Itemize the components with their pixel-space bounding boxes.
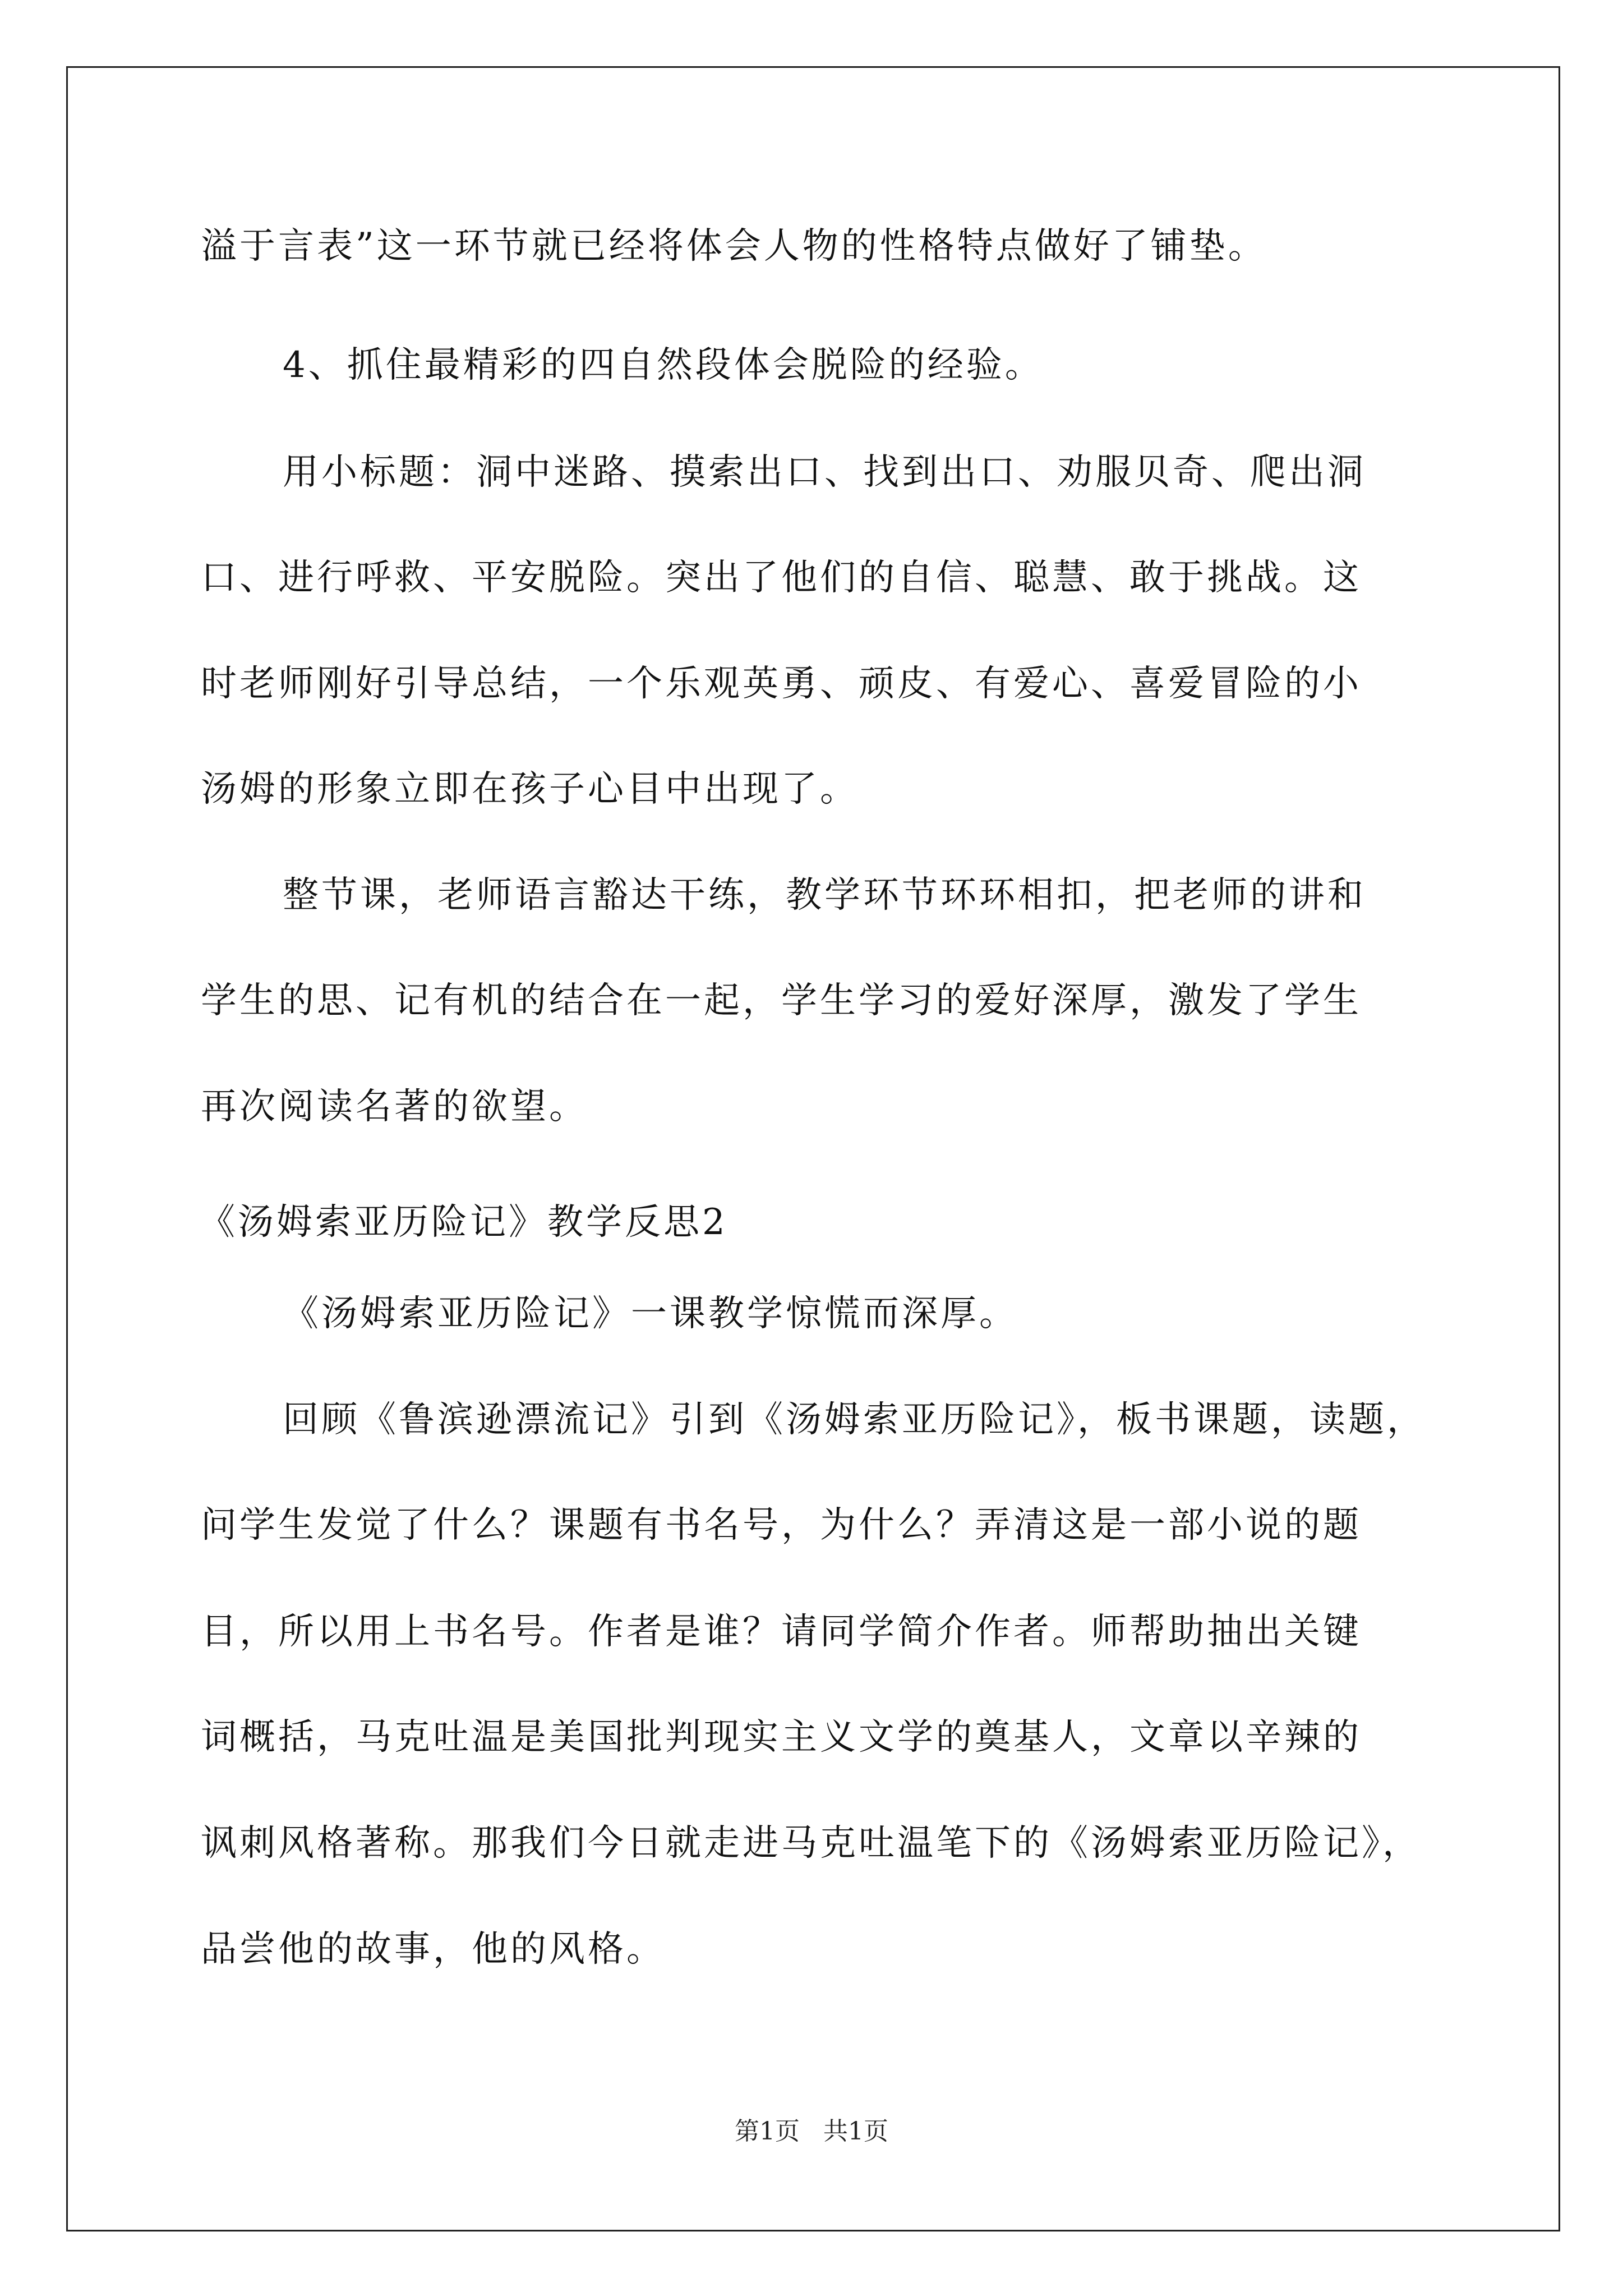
paragraph-line: 溢于言表”这一环节就已经将体会人物的性格特点做好了铺垫。 (201, 226, 1267, 267)
paragraph-line: 口、进行呼救、平安脱险。突出了他们的自信、聪慧、敢于挑战。这 (201, 557, 1362, 599)
paragraph-line: 目，所以用上书名号。作者是谁？请同学简介作者。师帮助抽出关键 (201, 1611, 1362, 1653)
paragraph-line: 整节课，老师语言豁达干练，教学环节环环相扣，把老师的讲和 (283, 875, 1366, 916)
paragraph-line: 学生的思、记有机的结合在一起，学生学习的爱好深厚，激发了学生 (201, 980, 1362, 1022)
page-total: 共1页 (823, 2117, 888, 2146)
paragraph-line: 4、抓住最精彩的四自然段体会脱险的经验。 (283, 344, 1044, 386)
paragraph-line: 《汤姆索亚历险记》一课教学惊慌而深厚。 (283, 1293, 1018, 1335)
paragraph-line: 品尝他的故事，他的风格。 (201, 1929, 665, 1970)
section-heading: 《汤姆索亚历险记》教学反思2 (199, 1202, 728, 1243)
page-footer (0, 2115, 1623, 2148)
page-number: 第1页 (735, 2117, 800, 2146)
paragraph-line: 汤姆的形象立即在孩子心目中出现了。 (201, 769, 859, 810)
paragraph-line: 讽刺风格著称。那我们今日就走进马克吐温笔下的《汤姆索亚历险记》， (201, 1823, 1421, 1864)
paragraph-line: 时老师刚好引导总结，一个乐观英勇、顽皮、有爱心、喜爱冒险的小 (201, 663, 1362, 705)
paragraph-line: 问学生发觉了什么？课题有书名号，为什么？弄清这是一部小说的题 (201, 1504, 1362, 1546)
page-border (66, 66, 1560, 2231)
paragraph-line: 再次阅读名著的欲望。 (201, 1086, 588, 1128)
paragraph-line: 回顾《鲁滨逊漂流记》引到《汤姆索亚历险记》，板书课题，读题， (283, 1399, 1426, 1441)
paragraph-line: 用小标题：洞中迷路、摸索出口、找到出口、劝服贝奇、爬出洞 (283, 452, 1366, 493)
paragraph-line: 词概括，马克吐温是美国批判现实主义文学的奠基人，文章以辛辣的 (201, 1717, 1362, 1758)
